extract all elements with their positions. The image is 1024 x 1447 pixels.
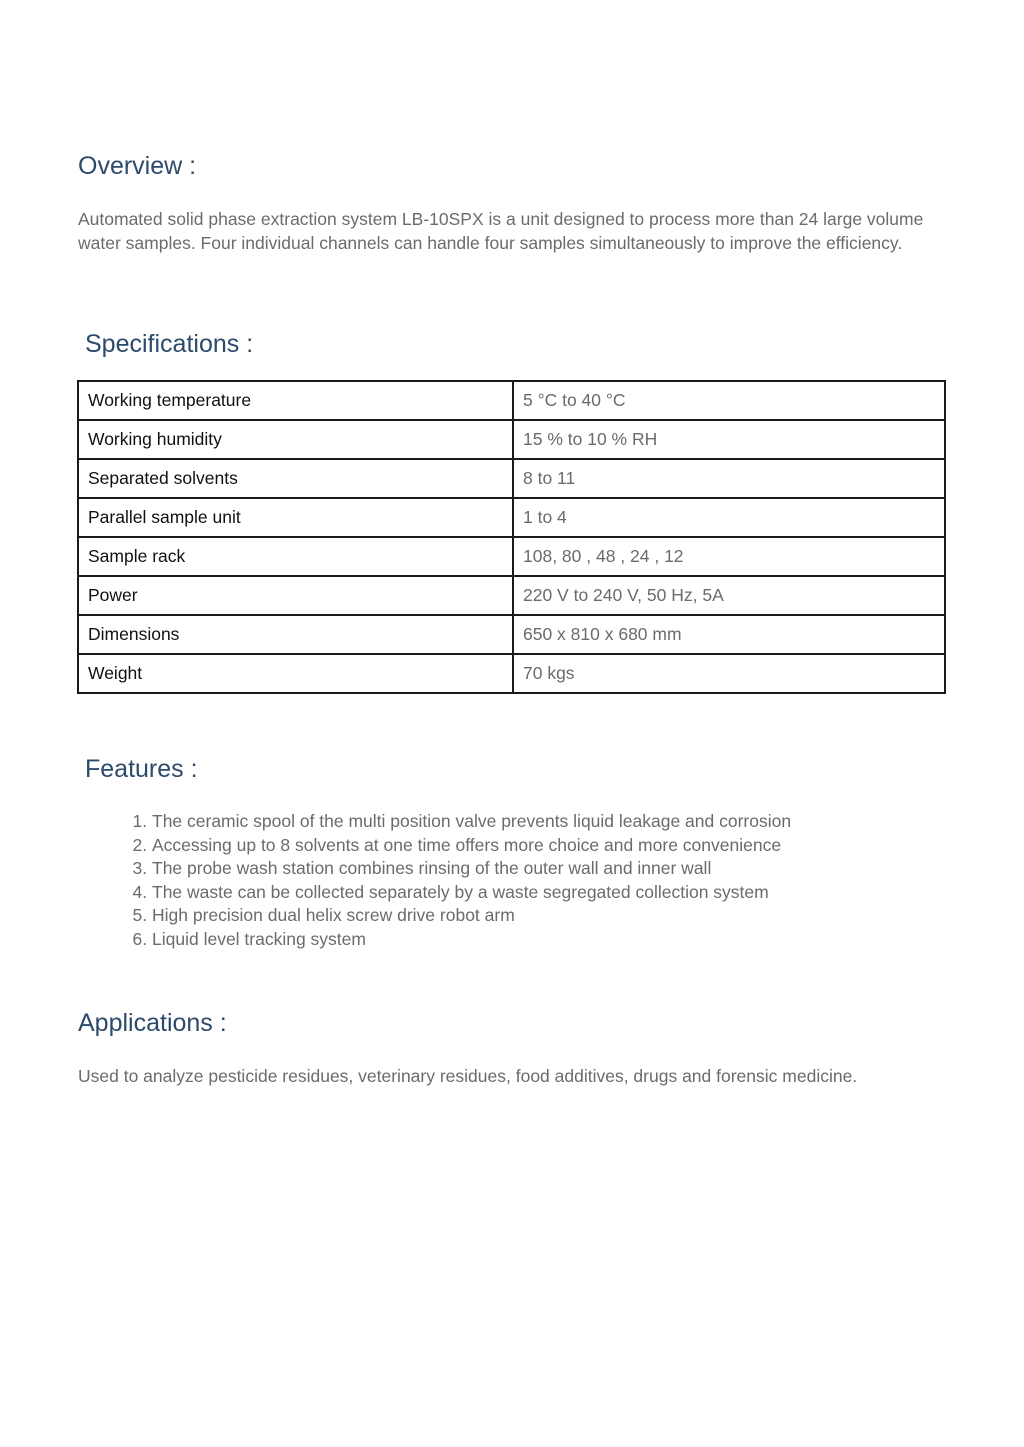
- list-item: 4. The waste can be collected separately by a waste segregated collection system: [152, 881, 1002, 905]
- list-item: 5. High precision dual helix screw drive robot arm: [152, 904, 1002, 928]
- specifications-table: [77, 380, 946, 694]
- overview-heading: Overview :: [78, 152, 197, 180]
- spec-key: Working humidity: [78, 420, 513, 459]
- spec-value: 5 °C to 40 °C: [513, 381, 945, 420]
- table-row: [78, 615, 945, 654]
- features-heading: Features :: [85, 755, 198, 783]
- spec-value: 220 V to 240 V, 50 Hz, 5A: [513, 576, 945, 615]
- applications-paragraph: Used to analyze pesticide residues, veterinary residues, food additives, drugs and forensic medicine.: [78, 1066, 858, 1086]
- spec-key: Dimensions: [78, 615, 513, 654]
- overview-paragraph: Automated solid phase extraction system LB-10SPX is a unit designed to process more than 24 large volume water samples. Four individual channels can handle four samples simultaneously to improve the efficiency.: [78, 209, 924, 253]
- spec-key: Working temperature: [78, 381, 513, 420]
- spec-key: Separated solvents: [78, 459, 513, 498]
- spec-value: 108, 80 , 48 , 24 , 12: [513, 537, 945, 576]
- features-list: [0, 810, 1002, 952]
- spec-key: Weight: [78, 654, 513, 693]
- spec-value: 15 % to 10 % RH: [513, 420, 945, 459]
- specifications-heading: Specifications :: [85, 330, 254, 358]
- list-item: 2. Accessing up to 8 solvents at one time offers more choice and more convenience: [152, 834, 1002, 858]
- table-row: [78, 654, 945, 693]
- table-row: [78, 498, 945, 537]
- spec-value: 650 x 810 x 680 mm: [513, 615, 945, 654]
- table-row: [78, 420, 945, 459]
- applications-heading: Applications :: [78, 1009, 227, 1037]
- spec-key: Sample rack: [78, 537, 513, 576]
- table-row: [78, 459, 945, 498]
- list-item: 6. Liquid level tracking system: [152, 928, 1002, 952]
- list-item: 1. The ceramic spool of the multi position valve prevents liquid leakage and corrosion: [152, 810, 1002, 834]
- table-row: [78, 576, 945, 615]
- spec-value: 70 kgs: [513, 654, 945, 693]
- spec-value: 1 to 4: [513, 498, 945, 537]
- list-item: 3. The probe wash station combines rinsing of the outer wall and inner wall: [152, 857, 1002, 881]
- spec-value: 8 to 11: [513, 459, 945, 498]
- table-row: [78, 381, 945, 420]
- spec-key: Parallel sample unit: [78, 498, 513, 537]
- spec-key: Power: [78, 576, 513, 615]
- table-row: [78, 537, 945, 576]
